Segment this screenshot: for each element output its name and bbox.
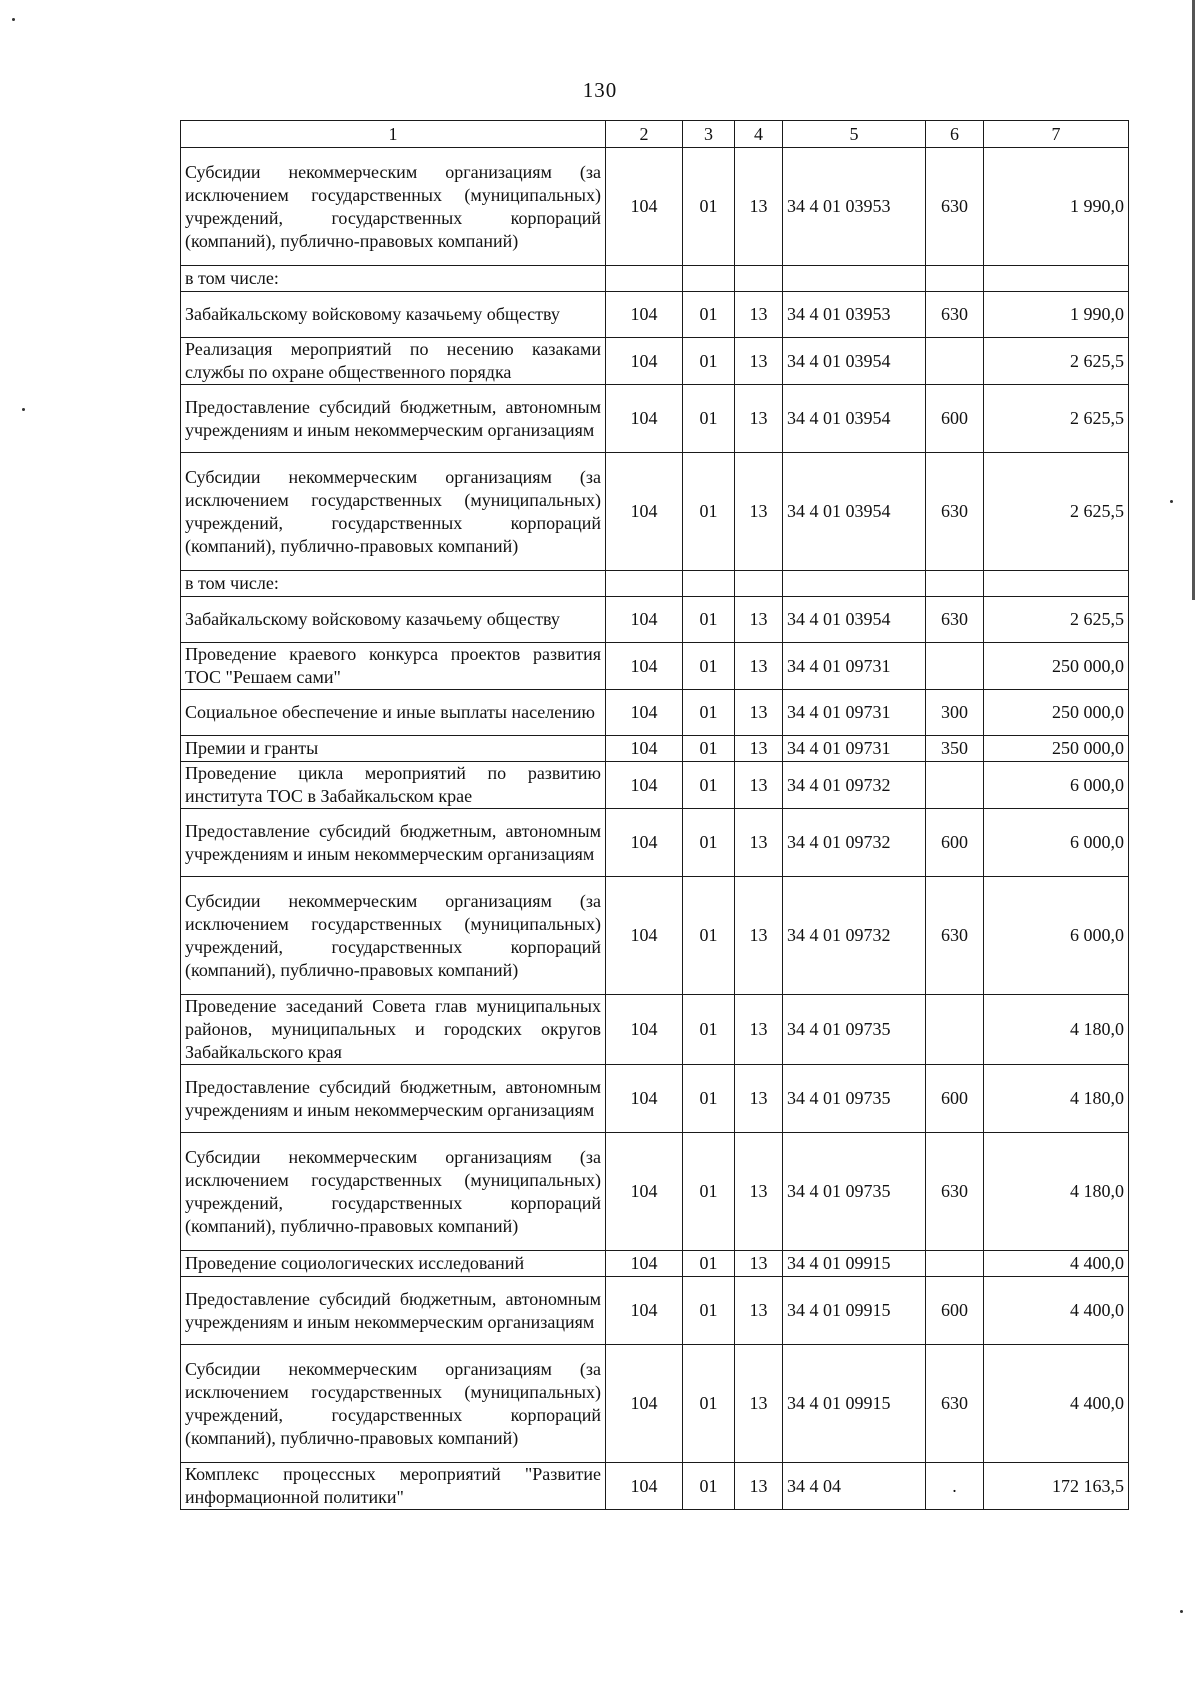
cell-target-article: 34 4 01 09915 — [783, 1251, 926, 1277]
cell-target-article — [783, 266, 926, 292]
row-name: Предоставление субсидий бюджетным, автономным учреждениям и иным некоммерческим организациям — [181, 385, 606, 453]
cell-expense-type: . — [926, 1463, 984, 1510]
cell-section: 01 — [683, 148, 735, 266]
cell-expense-type: 600 — [926, 1065, 984, 1133]
column-header: 7 — [984, 121, 1129, 148]
cell-expense-type: 300 — [926, 690, 984, 736]
row-name: Субсидии некоммерческим организациям (за исключением государственных (муниципальных) учреждений, государственных корпораций (компаний), публично-правовых компаний) — [181, 877, 606, 995]
table-row — [181, 1345, 1129, 1463]
cell-target-article: 34 4 01 09735 — [783, 1065, 926, 1133]
cell-expense-type — [926, 571, 984, 597]
cell-target-article: 34 4 01 03953 — [783, 148, 926, 266]
cell-subsection: 13 — [735, 877, 783, 995]
row-name: Забайкальскому войсковому казачьему обществу — [181, 597, 606, 643]
cell-expense-type: 600 — [926, 385, 984, 453]
cell-expense-type: 630 — [926, 597, 984, 643]
cell-ministry: 104 — [606, 736, 683, 762]
cell-ministry: 104 — [606, 762, 683, 809]
row-name: Премии и гранты — [181, 736, 606, 762]
cell-amount: 4 180,0 — [984, 1133, 1129, 1251]
cell-amount: 2 625,5 — [984, 338, 1129, 385]
cell-expense-type — [926, 266, 984, 292]
cell-target-article: 34 4 04 — [783, 1463, 926, 1510]
cell-target-article: 34 4 01 09735 — [783, 1133, 926, 1251]
cell-section: 01 — [683, 1133, 735, 1251]
cell-amount: 250 000,0 — [984, 643, 1129, 690]
row-name: Забайкальскому войсковому казачьему обществу — [181, 292, 606, 338]
cell-amount: 1 990,0 — [984, 292, 1129, 338]
cell-expense-type — [926, 643, 984, 690]
cell-subsection: 13 — [735, 1133, 783, 1251]
table-row — [181, 1251, 1129, 1277]
table-row — [181, 1277, 1129, 1345]
cell-subsection: 13 — [735, 1277, 783, 1345]
cell-expense-type — [926, 1251, 984, 1277]
cell-amount: 2 625,5 — [984, 385, 1129, 453]
cell-ministry: 104 — [606, 148, 683, 266]
cell-section: 01 — [683, 385, 735, 453]
cell-section: 01 — [683, 292, 735, 338]
cell-amount: 250 000,0 — [984, 690, 1129, 736]
cell-subsection: 13 — [735, 995, 783, 1065]
table-row — [181, 597, 1129, 643]
cell-expense-type: 630 — [926, 1345, 984, 1463]
column-header: 6 — [926, 121, 984, 148]
table-row — [181, 995, 1129, 1065]
cell-expense-type: 600 — [926, 809, 984, 877]
cell-amount: 4 400,0 — [984, 1251, 1129, 1277]
table-row — [181, 736, 1129, 762]
cell-section: 01 — [683, 690, 735, 736]
scan-speck — [1170, 500, 1173, 503]
cell-target-article: 34 4 01 09915 — [783, 1345, 926, 1463]
cell-expense-type: 630 — [926, 292, 984, 338]
cell-subsection: 13 — [735, 690, 783, 736]
row-name: Субсидии некоммерческим организациям (за исключением государственных (муниципальных) учреждений, государственных корпораций (компаний), публично-правовых компаний) — [181, 148, 606, 266]
row-name: Социальное обеспечение и иные выплаты населению — [181, 690, 606, 736]
cell-ministry: 104 — [606, 1133, 683, 1251]
row-name: Реализация мероприятий по несению казаками службы по охране общественного порядка — [181, 338, 606, 385]
cell-amount — [984, 266, 1129, 292]
cell-target-article: 34 4 01 03953 — [783, 292, 926, 338]
cell-expense-type: 600 — [926, 1277, 984, 1345]
table-row — [181, 292, 1129, 338]
cell-subsection — [735, 571, 783, 597]
cell-target-article — [783, 571, 926, 597]
cell-target-article: 34 4 01 09731 — [783, 643, 926, 690]
cell-ministry: 104 — [606, 995, 683, 1065]
cell-target-article: 34 4 01 03954 — [783, 453, 926, 571]
cell-amount: 250 000,0 — [984, 736, 1129, 762]
cell-expense-type: 630 — [926, 453, 984, 571]
cell-amount: 4 180,0 — [984, 995, 1129, 1065]
cell-section: 01 — [683, 762, 735, 809]
table-row — [181, 453, 1129, 571]
budget-table — [180, 120, 1129, 1510]
table-row — [181, 877, 1129, 995]
cell-ministry: 104 — [606, 643, 683, 690]
row-name: в том числе: — [181, 571, 606, 597]
row-name: Предоставление субсидий бюджетным, автономным учреждениям и иным некоммерческим организациям — [181, 809, 606, 877]
row-name: Субсидии некоммерческим организациям (за исключением государственных (муниципальных) учреждений, государственных корпораций (компаний), публично-правовых компаний) — [181, 453, 606, 571]
row-name: Предоставление субсидий бюджетным, автономным учреждениям и иным некоммерческим организациям — [181, 1277, 606, 1345]
cell-expense-type — [926, 762, 984, 809]
cell-subsection — [735, 266, 783, 292]
scan-edge-line — [1192, 0, 1195, 600]
cell-section: 01 — [683, 809, 735, 877]
row-name: Комплекс процессных мероприятий "Развитие информационной политики" — [181, 1463, 606, 1510]
cell-ministry: 104 — [606, 338, 683, 385]
cell-ministry: 104 — [606, 1463, 683, 1510]
table-row — [181, 338, 1129, 385]
cell-amount: 4 180,0 — [984, 1065, 1129, 1133]
cell-expense-type — [926, 995, 984, 1065]
table-row — [181, 266, 1129, 292]
cell-amount: 6 000,0 — [984, 877, 1129, 995]
cell-subsection: 13 — [735, 597, 783, 643]
table-row — [181, 148, 1129, 266]
cell-ministry: 104 — [606, 1065, 683, 1133]
cell-target-article: 34 4 01 03954 — [783, 597, 926, 643]
cell-subsection: 13 — [735, 736, 783, 762]
cell-expense-type: 630 — [926, 877, 984, 995]
table-row — [181, 690, 1129, 736]
cell-subsection: 13 — [735, 385, 783, 453]
cell-section: 01 — [683, 995, 735, 1065]
cell-subsection: 13 — [735, 809, 783, 877]
scan-speck — [1180, 1610, 1183, 1613]
cell-amount: 4 400,0 — [984, 1277, 1129, 1345]
cell-section: 01 — [683, 1463, 735, 1510]
cell-section: 01 — [683, 597, 735, 643]
cell-subsection: 13 — [735, 1251, 783, 1277]
cell-target-article: 34 4 01 09731 — [783, 690, 926, 736]
cell-section: 01 — [683, 1065, 735, 1133]
cell-ministry: 104 — [606, 453, 683, 571]
cell-target-article: 34 4 01 09735 — [783, 995, 926, 1065]
cell-expense-type: 350 — [926, 736, 984, 762]
column-header: 4 — [735, 121, 783, 148]
cell-target-article: 34 4 01 03954 — [783, 338, 926, 385]
cell-subsection: 13 — [735, 148, 783, 266]
table-row — [181, 1065, 1129, 1133]
scan-speck — [12, 18, 15, 21]
row-name: Проведение краевого конкурса проектов развития ТОС "Решаем сами" — [181, 643, 606, 690]
cell-ministry — [606, 266, 683, 292]
column-header: 1 — [181, 121, 606, 148]
cell-ministry: 104 — [606, 809, 683, 877]
cell-section: 01 — [683, 1251, 735, 1277]
cell-subsection: 13 — [735, 292, 783, 338]
cell-ministry: 104 — [606, 690, 683, 736]
cell-subsection: 13 — [735, 453, 783, 571]
column-header: 3 — [683, 121, 735, 148]
column-header: 2 — [606, 121, 683, 148]
cell-subsection: 13 — [735, 1463, 783, 1510]
cell-target-article: 34 4 01 09732 — [783, 877, 926, 995]
cell-amount: 2 625,5 — [984, 597, 1129, 643]
cell-target-article: 34 4 01 09915 — [783, 1277, 926, 1345]
cell-section: 01 — [683, 338, 735, 385]
cell-expense-type — [926, 338, 984, 385]
cell-subsection: 13 — [735, 762, 783, 809]
cell-ministry: 104 — [606, 1345, 683, 1463]
cell-ministry: 104 — [606, 1251, 683, 1277]
column-header: 5 — [783, 121, 926, 148]
cell-expense-type: 630 — [926, 148, 984, 266]
cell-amount: 6 000,0 — [984, 809, 1129, 877]
cell-amount — [984, 571, 1129, 597]
table-row — [181, 385, 1129, 453]
cell-section — [683, 266, 735, 292]
table-row — [181, 643, 1129, 690]
row-name: Предоставление субсидий бюджетным, автономным учреждениям и иным некоммерческим организациям — [181, 1065, 606, 1133]
cell-ministry: 104 — [606, 1277, 683, 1345]
cell-section: 01 — [683, 877, 735, 995]
row-name: Субсидии некоммерческим организациям (за исключением государственных (муниципальных) учреждений, государственных корпораций (компаний), публично-правовых компаний) — [181, 1133, 606, 1251]
cell-amount: 6 000,0 — [984, 762, 1129, 809]
row-name: Проведение социологических исследований — [181, 1251, 606, 1277]
cell-section: 01 — [683, 1277, 735, 1345]
column-number-row — [181, 121, 1129, 148]
cell-section — [683, 571, 735, 597]
cell-target-article: 34 4 01 09731 — [783, 736, 926, 762]
cell-subsection: 13 — [735, 1345, 783, 1463]
cell-subsection: 13 — [735, 1065, 783, 1133]
table-row — [181, 762, 1129, 809]
row-name: Проведение цикла мероприятий по развитию института ТОС в Забайкальском крае — [181, 762, 606, 809]
table-row — [181, 1133, 1129, 1251]
cell-ministry: 104 — [606, 597, 683, 643]
cell-ministry — [606, 571, 683, 597]
cell-section: 01 — [683, 453, 735, 571]
cell-target-article: 34 4 01 09732 — [783, 762, 926, 809]
cell-target-article: 34 4 01 03954 — [783, 385, 926, 453]
cell-ministry: 104 — [606, 292, 683, 338]
cell-amount: 4 400,0 — [984, 1345, 1129, 1463]
table-row — [181, 571, 1129, 597]
cell-section: 01 — [683, 1345, 735, 1463]
scan-speck — [22, 408, 25, 411]
cell-amount: 1 990,0 — [984, 148, 1129, 266]
cell-subsection: 13 — [735, 643, 783, 690]
row-name: Проведение заседаний Совета глав муниципальных районов, муниципальных и городских округов Забайкальского края — [181, 995, 606, 1065]
cell-expense-type: 630 — [926, 1133, 984, 1251]
table-body — [181, 148, 1129, 1510]
cell-target-article: 34 4 01 09732 — [783, 809, 926, 877]
table-row — [181, 809, 1129, 877]
cell-section: 01 — [683, 643, 735, 690]
cell-ministry: 104 — [606, 877, 683, 995]
cell-ministry: 104 — [606, 385, 683, 453]
cell-section: 01 — [683, 736, 735, 762]
table-row — [181, 1463, 1129, 1510]
cell-amount: 172 163,5 — [984, 1463, 1129, 1510]
cell-amount: 2 625,5 — [984, 453, 1129, 571]
cell-subsection: 13 — [735, 338, 783, 385]
row-name: Субсидии некоммерческим организациям (за исключением государственных (муниципальных) учреждений, государственных корпораций (компаний), публично-правовых компаний) — [181, 1345, 606, 1463]
row-name: в том числе: — [181, 266, 606, 292]
page-number: 130 — [582, 78, 618, 102]
